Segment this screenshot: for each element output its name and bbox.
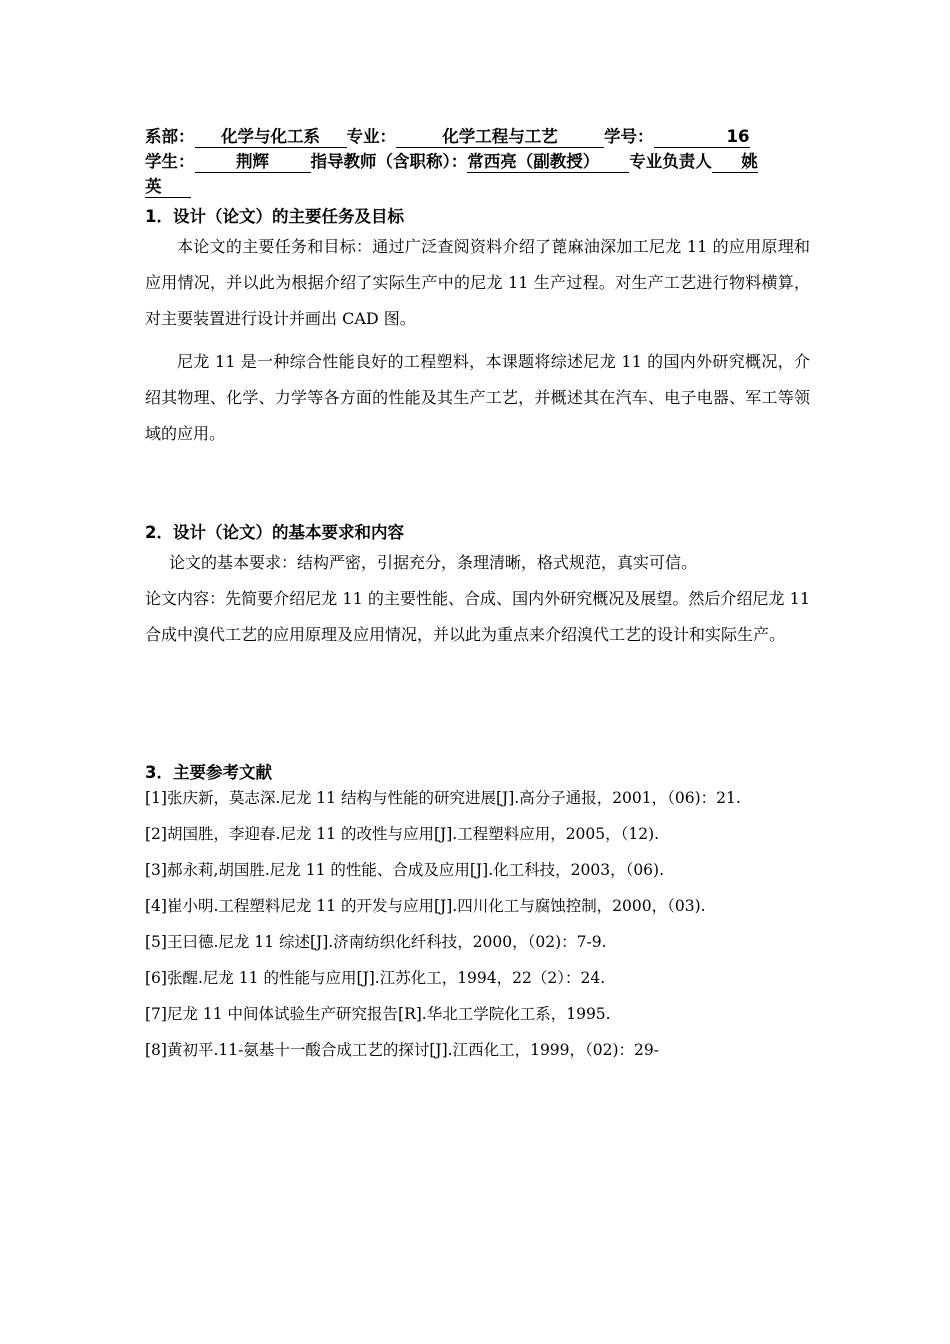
reference-item: [4]崔小明.工程塑料尼龙 11 的开发与应用[J].四川化工与腐蚀控制，2000，（03).: [145, 897, 706, 915]
student-label: 学生：: [145, 152, 195, 171]
section1-paragraph-1: 本论文的主要任务和目标：通过广泛查阅资料介绍了蓖麻油深加工尼龙 11 的应用原理和应用情况，并以此为根据介绍了实际生产中的尼龙 11 生产过程。对生产工艺进行物料横算，对主要装置进行设计并画出 CAD 图。: [145, 237, 810, 328]
head-value-b: 英: [145, 177, 191, 198]
section2-paragraph-1: 论文的基本要求：结构严密，引据充分，条理清晰，格式规范，真实可信。: [169, 553, 698, 572]
header-info: [145, 124, 810, 199]
reference-item: [1]张庆新，莫志深.尼龙 11 结构与性能的研究进展[J].高分子通报，2001，（06)：21.: [145, 789, 741, 807]
major-value: 化学工程与工艺: [396, 127, 604, 148]
major-label: 专业：: [346, 127, 396, 146]
section2-title: 2．设计（论文）的基本要求和内容: [145, 523, 404, 542]
section1-paragraph-2: 尼龙 11 是一种综合性能良好的工程塑料，本课题将综述尼龙 11 的国内外研究概况，介绍其物理、化学、力学等各方面的性能及其生产工艺，并概述其在汽车、电子电器、军工等领域的应用。: [145, 352, 810, 443]
reference-list: [145, 780, 810, 1068]
head-value-a: 姚: [712, 152, 758, 173]
section2-paragraph-2: 论文内容：先简要介绍尼龙 11 的主要性能、合成、国内外研究概况及展望。然后介绍尼龙 11 合成中溴代工艺的应用原理及应用情况，并以此为重点来介绍溴代工艺的设计和实际生产。: [145, 589, 810, 644]
dept-value: 化学与化工系: [195, 127, 347, 148]
dept-label: 系部：: [145, 127, 195, 146]
reference-item: [3]郝永莉,胡国胜.尼龙 11 的性能、合成及应用[J].化工科技，2003，（06).: [145, 861, 665, 879]
reference-item: [5]王曰德.尼龙 11 综述[J].济南纺织化纤科技，2000，（02)：7-9.: [145, 933, 607, 951]
reference-item: [6]张醒.尼龙 11 的性能与应用[J].江苏化工，1994，22（2）：24.: [145, 969, 606, 987]
head-label: 专业负责人: [629, 152, 712, 171]
section1-title: 1．设计（论文）的主要任务及目标: [145, 207, 404, 226]
student-value: 荆辉: [195, 152, 311, 173]
header-line-3: [145, 174, 810, 199]
reference-item: [7]尼龙 11 中间体试验生产研究报告[R].华北工学院化工系，1995.: [145, 1005, 611, 1023]
reference-item: [2]胡国胜，李迎春.尼龙 11 的改性与应用[J].工程塑料应用，2005，（12).: [145, 825, 660, 843]
id-value: 16: [654, 127, 750, 148]
advisor-label: 指导教师（含职称）：: [310, 152, 468, 171]
header-line-2: [145, 149, 810, 174]
reference-item: [8]黄初平.11-氨基十一酸合成工艺的探讨[J].江西化工，1999，（02)：29-: [145, 1041, 660, 1059]
id-label: 学号：: [604, 127, 654, 146]
header-line-1: [145, 124, 810, 149]
advisor-value: 常西亮（副教授）: [467, 152, 629, 173]
section3-title: 3．主要参考文献: [145, 763, 272, 782]
